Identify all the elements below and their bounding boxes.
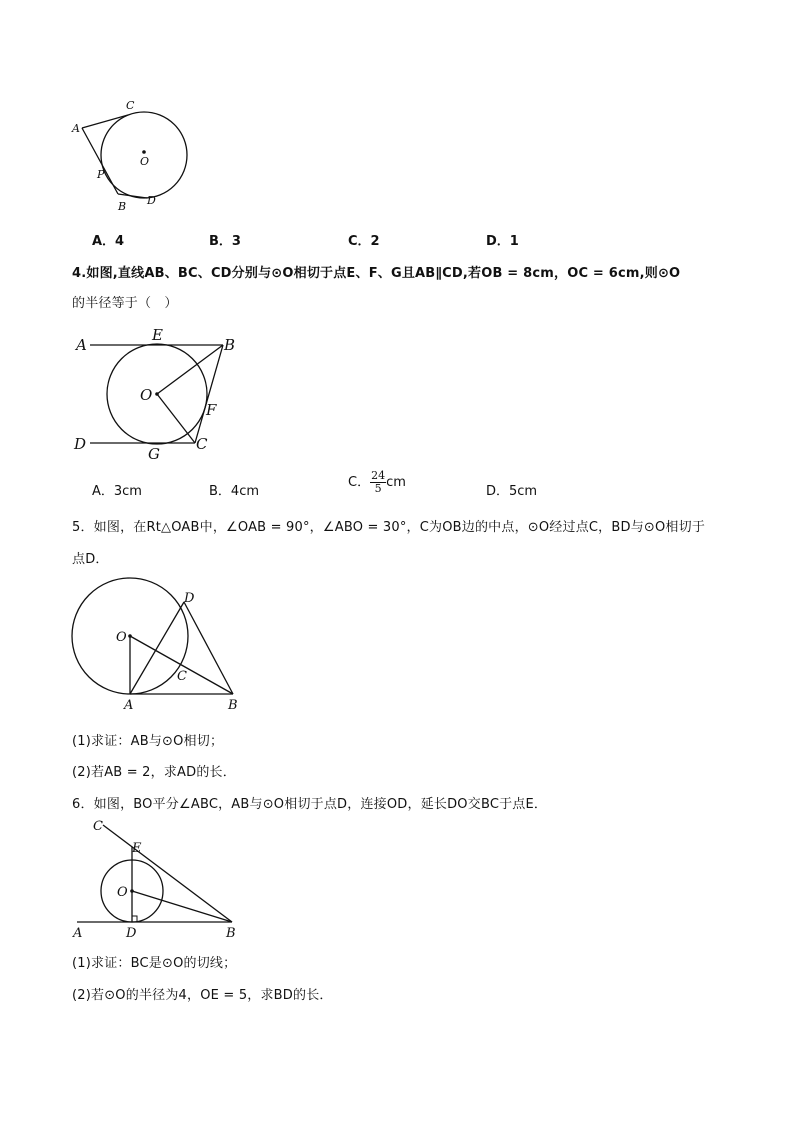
q4-option-c (348, 470, 406, 495)
q5-label-b: B (228, 698, 238, 713)
q3-segment-ac (82, 115, 128, 128)
q4-label-a: A (76, 336, 87, 354)
q4-option-a: A．3cm (92, 484, 142, 499)
q5-stem-line1: 5．如图，在Rt△OAB中，∠OAB = 90°，∠ABO = 30°，C为OB边的中点，⊙O经过点C，BD与⊙O相切于 (72, 520, 706, 535)
q6-part2: (2)若⊙O的半径为4，OE = 5，求BD的长． (72, 988, 333, 1003)
q3-label-c: C (126, 99, 135, 112)
q3-figure (60, 95, 200, 220)
q6-part1: (1)求证：BC是⊙O的切线； (72, 956, 237, 971)
q6-center-dot (130, 889, 134, 893)
q5-part1: (1)求证：AB与⊙O相切； (72, 734, 224, 749)
q6-line-cb (103, 825, 232, 922)
q5-label-d: D (184, 591, 195, 606)
q4-option-d: D．5cm (486, 484, 538, 499)
q4-label-b: B (224, 336, 236, 354)
q5-center-dot (128, 634, 132, 638)
q3-label-p: P (97, 168, 105, 181)
q3-center-dot (142, 150, 146, 154)
q4-label-e: E (152, 326, 163, 344)
q4-option-c-numerator: 24 (371, 469, 386, 482)
q3-label-b: B (118, 200, 127, 213)
q3-label-d: D (147, 194, 156, 207)
q5-stem-line2: 点D． (72, 552, 109, 567)
q4-center-dot (155, 392, 159, 396)
q3-option-a: A．4 (92, 234, 125, 249)
q3-segment-bd (118, 194, 147, 198)
q3-option-d: D．1 (486, 234, 519, 249)
q6-label-b: B (226, 926, 236, 941)
q3-label-a: A (72, 122, 80, 135)
q4-option-b: B．4cm (209, 484, 260, 499)
q6-label-d: D (126, 926, 137, 941)
q6-line-ob (132, 891, 232, 922)
q4-option-c-denominator: 5 (374, 482, 382, 495)
q5-label-o: O (116, 630, 127, 645)
q5-label-a: A (124, 698, 134, 713)
q5-segment-ad (130, 602, 184, 694)
q4-segment-ob (157, 345, 223, 394)
q6-stem: 6．如图，BO平分∠ABC，AB与⊙O相切于点D，连接OD，延长DO交BC于点E． (72, 797, 548, 812)
q4-label-o: O (140, 386, 153, 404)
q6-label-e: E (132, 841, 142, 856)
q3-label-o: O (140, 155, 150, 168)
q4-figure (70, 325, 250, 465)
q4-option-c-unit: cm (386, 475, 406, 490)
q3-option-c: C．2 (348, 234, 380, 249)
q6-label-o: O (117, 885, 128, 900)
q6-figure (65, 812, 245, 942)
q4-option-c-fraction (370, 470, 386, 495)
q3-option-b: B．3 (209, 234, 241, 249)
q5-label-c: C (177, 669, 187, 684)
q4-stem-line1: 4.如图,直线AB、BC、CD分别与⊙O相切于点E、F、G且AB∥CD,若OB = 8cm，OC = 6cm,则⊙O (72, 266, 681, 281)
q4-label-c: C (196, 435, 208, 453)
q3-segment-ab (82, 128, 118, 194)
q5-part2: (2)若AB = 2，求AD的长． (72, 765, 236, 780)
q5-figure (60, 572, 260, 717)
q4-label-d: D (74, 435, 87, 453)
q6-label-a: A (73, 926, 83, 941)
q4-label-f: F (206, 401, 217, 419)
q4-segment-oc (157, 394, 195, 443)
q4-option-c-prefix: C． (348, 475, 371, 490)
q6-label-c: C (93, 819, 103, 834)
q4-line-bc (195, 345, 223, 443)
q4-label-g: G (148, 445, 160, 463)
q4-stem-line2: 的半径等于（ ） (72, 296, 178, 311)
